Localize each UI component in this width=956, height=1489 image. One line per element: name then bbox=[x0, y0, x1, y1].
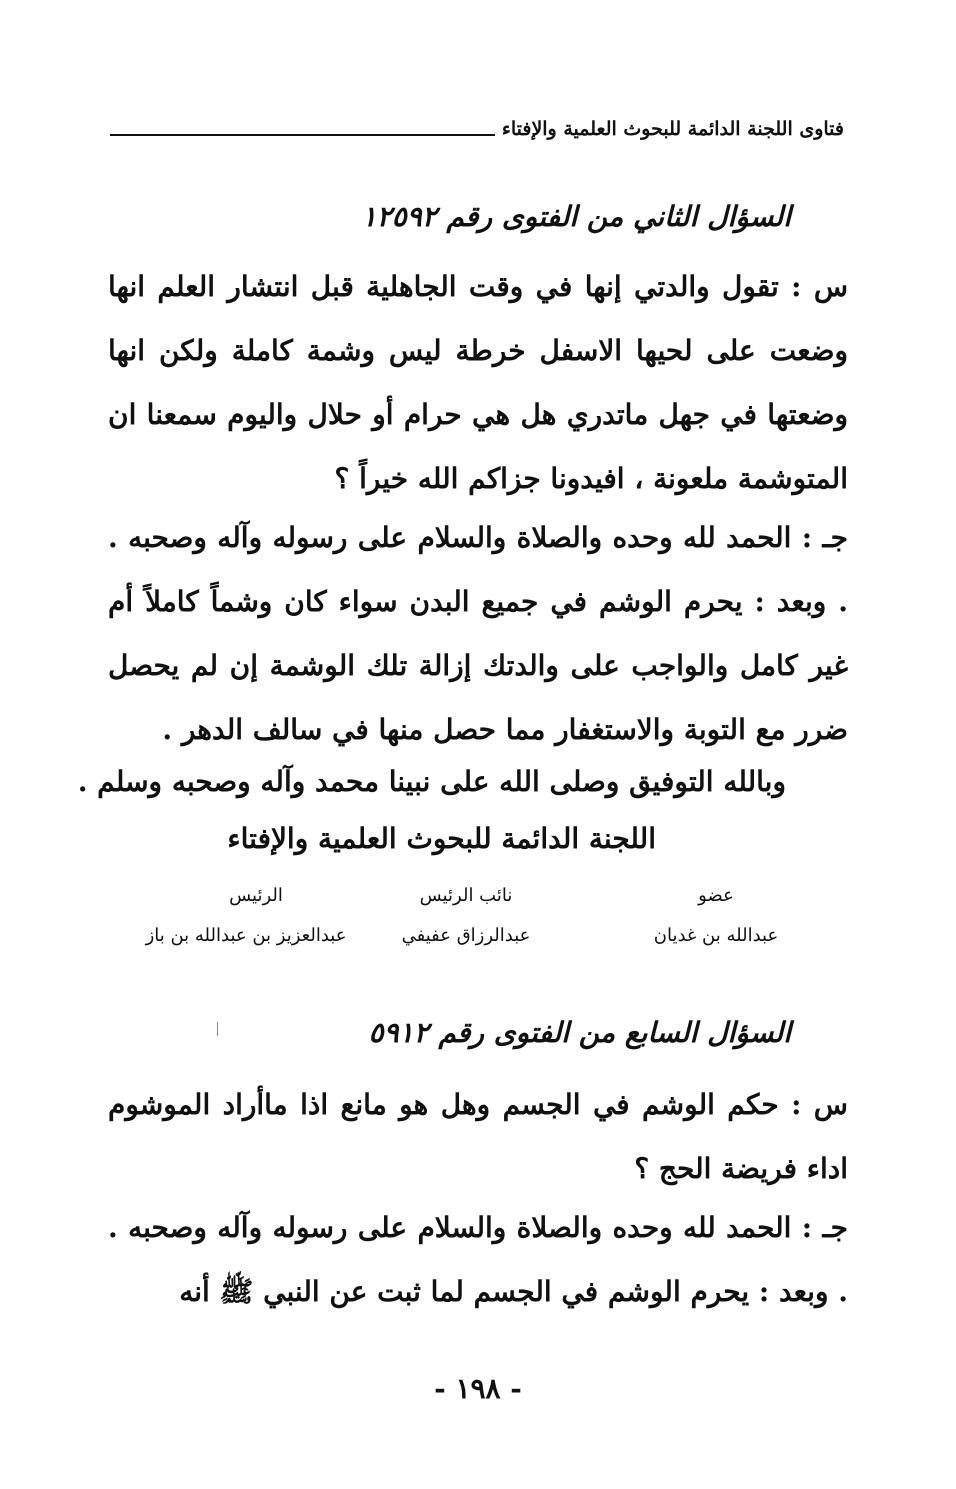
signature-role-president: الرئيس bbox=[229, 885, 283, 906]
answer-paragraph-1 bbox=[108, 506, 848, 762]
question-paragraph-1 bbox=[108, 255, 848, 511]
committee-name: اللجنة الدائمة للبحوث العلمية والإفتاء bbox=[227, 822, 656, 855]
section-title-2: السؤال السابع من الفتوى رقم ٥٩١٢ bbox=[368, 1016, 791, 1049]
answer-paragraph-2 bbox=[108, 1196, 848, 1324]
question-paragraph-2 bbox=[108, 1073, 848, 1201]
closing-line: وبالله التوفيق وصلى الله على نبينا محمد وآله وصحبه وسلم . bbox=[77, 765, 786, 798]
signature-name-president: عبدالعزيز بن عبدالله بن باز bbox=[145, 925, 347, 946]
page-number: - ١٩٨ - bbox=[434, 1372, 522, 1405]
question-text: س : تقول والدتي إنها في وقت الجاهلية قبل انتشار العلم انها وضعت على لحيها الاسفل خرطة ليس وشمة كاملة ولكن انها وضعتها في جهل ماتدري هل هي حرام أو حلال واليوم سمعنا ان المتوشمة ملعونة ، افيدونا جزاكم الله خيراً ؟ bbox=[108, 270, 848, 495]
question-text: س : حكم الوشم في الجسم وهل هو مانع اذا ماأراد الموشوم اداء فريضة الحج ؟ bbox=[108, 1088, 848, 1185]
answer-text: جـ : الحمد لله وحده والصلاة والسلام على رسوله وآله وصحبه . . وبعد : يحرم الوشم في الجسم لما ثبت عن النبي ﷺ أنه bbox=[108, 1211, 848, 1308]
running-header-title: فتاوى اللجنة الدائمة للبحوث العلمية والإفتاء bbox=[501, 118, 844, 140]
signature-name-vice-president: عبدالرزاق عفيفي bbox=[401, 925, 531, 946]
section-title-1: السؤال الثاني من الفتوى رقم ١٢٥٩٢ bbox=[361, 200, 791, 233]
signature-role-member: عضو bbox=[698, 885, 734, 906]
signature-name-member: عبدالله بن غديان bbox=[653, 925, 779, 946]
header-rule bbox=[110, 134, 495, 136]
answer-text: جـ : الحمد لله وحده والصلاة والسلام على رسوله وآله وصحبه . . وبعد : يحرم الوشم في جميع البدن سواء كان وشماً كاملاً أم غير كامل والواجب على والدتك إزالة تلك الوشمة إن لم يحصل ضرر مع التوبة والاستغفار مما حصل منها في سالف الدهر . bbox=[108, 521, 848, 746]
signature-role-vice-president: نائب الرئيس bbox=[419, 885, 513, 906]
